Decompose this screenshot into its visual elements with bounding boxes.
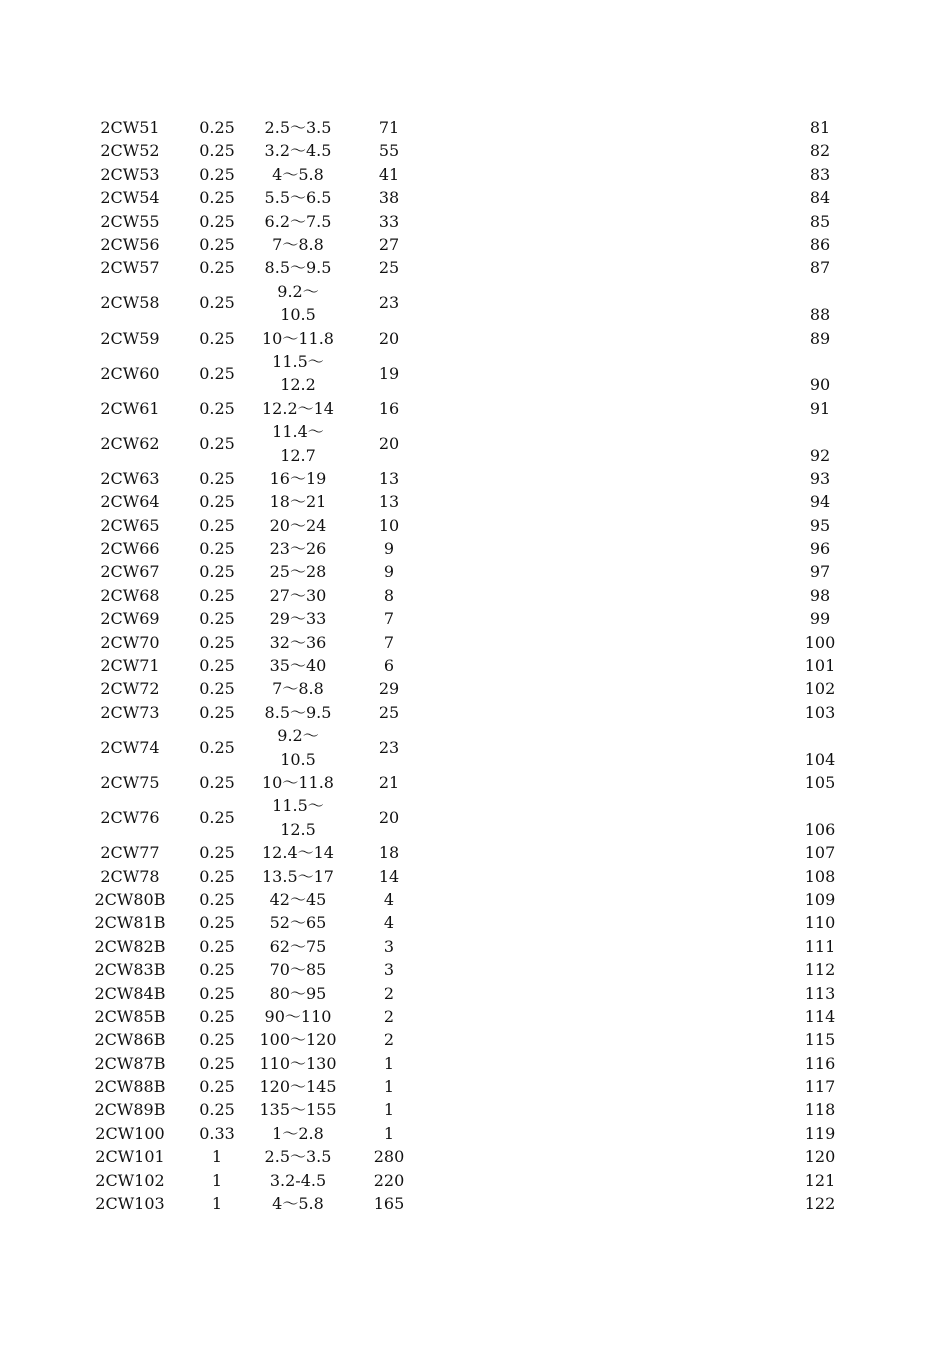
table-row	[0, 911, 950, 934]
voltage-range-cell: 1～2.8	[272, 1123, 324, 1143]
voltage-range-cell: 25～28	[269, 562, 327, 582]
voltage-range-cell: 32～36	[269, 632, 327, 652]
current-cell: 19	[378, 363, 400, 383]
voltage-range-cell: 80～95	[269, 983, 327, 1003]
power-cell: 0.25	[199, 936, 235, 956]
voltage-range-cell: 9.2～ 10.5	[277, 281, 319, 325]
current-cell: 23	[378, 737, 400, 757]
power-cell: 0.25	[199, 702, 235, 722]
table-row	[0, 607, 950, 630]
voltage-range-cell: 10～11.8	[262, 328, 334, 348]
row-index-cell: 119	[804, 1123, 836, 1143]
row-index-cell: 118	[804, 1100, 836, 1120]
row-index-cell: 115	[804, 1030, 836, 1050]
power-cell: 0.25	[199, 211, 235, 231]
current-cell: 220	[373, 1170, 405, 1190]
table-row	[0, 1052, 950, 1075]
model-cell: 2CW103	[95, 1194, 165, 1214]
table-row	[0, 1098, 950, 1121]
power-cell: 0.25	[199, 656, 235, 676]
row-index-cell: 99	[809, 609, 831, 629]
model-cell: 2CW87B	[94, 1053, 166, 1073]
power-cell: 0.25	[199, 258, 235, 278]
model-cell: 2CW82B	[94, 936, 166, 956]
power-cell: 0.25	[199, 293, 235, 313]
voltage-range-cell: 11.5～ 12.5	[272, 796, 324, 839]
current-cell: 25	[378, 258, 400, 278]
model-cell: 2CW51	[100, 118, 160, 137]
power-cell: 0.25	[199, 433, 235, 453]
row-index-cell: 90	[809, 375, 831, 395]
voltage-range-cell: 12.4～14	[262, 843, 334, 863]
model-cell: 2CW72	[100, 679, 160, 699]
table-row	[0, 163, 950, 186]
model-cell: 2CW63	[100, 468, 160, 488]
voltage-range-cell: 35～40	[269, 656, 327, 676]
table-row	[0, 514, 950, 537]
current-cell: 9	[383, 539, 395, 559]
current-cell: 2	[383, 1030, 395, 1050]
voltage-range-cell: 8.5～9.5	[264, 258, 332, 278]
model-cell: 2CW66	[100, 539, 160, 559]
model-cell: 2CW81B	[94, 913, 166, 933]
power-cell: 0.25	[199, 1006, 235, 1026]
table-row	[0, 654, 950, 677]
power-cell: 0.25	[199, 843, 235, 863]
row-index-cell: 85	[809, 211, 831, 231]
current-cell: 6	[383, 656, 395, 676]
voltage-range-cell: 2.5～3.5	[264, 1147, 332, 1167]
row-index-cell: 81	[809, 118, 831, 137]
table-row	[0, 537, 950, 560]
row-index-cell: 107	[804, 843, 836, 863]
voltage-range-cell: 13.5～17	[262, 866, 334, 886]
table-row	[0, 958, 950, 981]
row-index-cell: 113	[804, 983, 836, 1003]
power-cell: 0.25	[199, 1077, 235, 1097]
table-row	[0, 724, 950, 771]
row-index-cell: 111	[804, 936, 836, 956]
power-cell: 0.25	[199, 960, 235, 980]
current-cell: 20	[378, 433, 400, 453]
row-index-cell: 95	[809, 515, 831, 535]
table-row	[0, 631, 950, 654]
row-index-cell: 120	[804, 1147, 836, 1167]
table-row	[0, 584, 950, 607]
table-row	[0, 982, 950, 1005]
model-cell: 2CW70	[100, 632, 160, 652]
row-index-cell: 116	[804, 1053, 836, 1073]
current-cell: 1	[383, 1123, 395, 1143]
voltage-range-cell: 16～19	[269, 468, 327, 488]
current-cell: 4	[383, 913, 395, 933]
model-cell: 2CW77	[100, 843, 160, 863]
table-row	[0, 701, 950, 724]
power-cell: 0.25	[199, 141, 235, 161]
power-cell: 0.25	[199, 585, 235, 605]
current-cell: 25	[378, 702, 400, 722]
power-cell: 0.25	[199, 632, 235, 652]
power-cell: 0.25	[199, 164, 235, 184]
row-index-cell: 122	[804, 1194, 836, 1214]
current-cell: 1	[383, 1053, 395, 1073]
model-cell: 2CW56	[100, 234, 160, 254]
voltage-range-cell: 4～5.8	[272, 164, 324, 184]
current-cell: 2	[383, 983, 395, 1003]
power-cell: 0.25	[199, 609, 235, 629]
voltage-range-cell: 100～120	[259, 1030, 337, 1050]
power-cell: 0.25	[199, 118, 235, 137]
voltage-range-cell: 2.5～3.5	[264, 118, 332, 137]
current-cell: 38	[378, 188, 400, 208]
model-cell: 2CW73	[100, 702, 160, 722]
voltage-range-cell: 7～8.8	[272, 679, 324, 699]
voltage-range-cell: 62～75	[269, 936, 327, 956]
voltage-range-cell: 70～85	[269, 960, 327, 980]
table-row	[0, 1075, 950, 1098]
table-row	[0, 771, 950, 794]
model-cell: 2CW53	[100, 164, 160, 184]
voltage-range-cell: 18～21	[269, 492, 327, 512]
power-cell: 0.25	[199, 515, 235, 535]
voltage-range-cell: 7～8.8	[272, 234, 324, 254]
power-cell: 0.25	[199, 679, 235, 699]
table-row	[0, 467, 950, 490]
current-cell: 10	[378, 515, 400, 535]
model-cell: 2CW61	[100, 398, 160, 418]
row-index-cell: 100	[804, 632, 836, 652]
voltage-range-cell: 3.2～4.5	[264, 141, 332, 161]
model-cell: 2CW52	[100, 141, 160, 161]
row-index-cell: 92	[809, 445, 831, 465]
power-cell: 0.25	[199, 773, 235, 792]
row-index-cell: 106	[804, 819, 836, 839]
table-row	[0, 186, 950, 209]
model-cell: 2CW78	[100, 866, 160, 886]
power-cell: 0.25	[199, 234, 235, 254]
current-cell: 29	[378, 679, 400, 699]
model-cell: 2CW65	[100, 515, 160, 535]
row-index-cell: 121	[804, 1170, 836, 1190]
power-cell: 0.25	[199, 808, 235, 828]
voltage-range-cell: 20～24	[269, 515, 327, 535]
model-cell: 2CW83B	[94, 960, 166, 980]
power-cell: 0.25	[199, 889, 235, 909]
model-cell: 2CW64	[100, 492, 160, 512]
table-row	[0, 935, 950, 958]
power-cell: 1	[211, 1147, 223, 1167]
row-index-cell: 88	[809, 305, 831, 325]
model-cell: 2CW76	[100, 808, 160, 828]
voltage-range-cell: 23～26	[269, 539, 327, 559]
row-index-cell: 87	[809, 258, 831, 278]
voltage-range-cell: 9.2～ 10.5	[277, 726, 319, 769]
power-cell: 0.25	[199, 1100, 235, 1120]
current-cell: 3	[383, 960, 395, 980]
power-cell: 0.25	[199, 913, 235, 933]
current-cell: 55	[378, 141, 400, 161]
current-cell: 165	[373, 1194, 405, 1214]
current-cell: 8	[383, 585, 395, 605]
table-row	[0, 560, 950, 583]
voltage-range-cell: 5.5～6.5	[264, 188, 332, 208]
table-row	[0, 116, 950, 139]
power-cell: 0.33	[199, 1123, 235, 1143]
current-cell: 71	[378, 118, 400, 137]
power-cell: 0.25	[199, 398, 235, 418]
power-cell: 0.25	[199, 363, 235, 383]
table-row	[0, 1122, 950, 1145]
table-row	[0, 350, 950, 397]
voltage-range-cell: 12.2～14	[262, 398, 334, 418]
model-cell: 2CW71	[100, 656, 160, 676]
current-cell: 23	[378, 293, 400, 313]
voltage-range-cell: 52～65	[269, 913, 327, 933]
model-cell: 2CW59	[100, 328, 160, 348]
current-cell: 20	[378, 328, 400, 348]
power-cell: 0.25	[199, 1053, 235, 1073]
row-index-cell: 104	[804, 749, 836, 769]
voltage-range-cell: 42～45	[269, 889, 327, 909]
row-index-cell: 84	[809, 188, 831, 208]
power-cell: 0.25	[199, 1030, 235, 1050]
row-index-cell: 102	[804, 679, 836, 699]
table-row	[0, 677, 950, 700]
row-index-cell: 83	[809, 164, 831, 184]
model-cell: 2CW85B	[94, 1006, 166, 1026]
power-cell: 0.25	[199, 983, 235, 1003]
table-row	[0, 397, 950, 420]
power-cell: 0.25	[199, 562, 235, 582]
row-index-cell: 98	[809, 585, 831, 605]
voltage-range-cell: 6.2～7.5	[264, 211, 332, 231]
row-index-cell: 101	[804, 656, 836, 676]
model-cell: 2CW89B	[94, 1100, 166, 1120]
current-cell: 2	[383, 1006, 395, 1026]
table-row	[0, 888, 950, 911]
model-cell: 2CW58	[100, 293, 160, 313]
power-cell: 0.25	[199, 188, 235, 208]
voltage-range-cell: 4～5.8	[272, 1194, 324, 1214]
voltage-range-cell: 8.5～9.5	[264, 702, 332, 722]
power-cell: 1	[211, 1194, 223, 1214]
model-cell: 2CW84B	[94, 983, 166, 1003]
row-index-cell: 96	[809, 539, 831, 559]
power-cell: 0.25	[199, 737, 235, 757]
model-cell: 2CW80B	[94, 889, 166, 909]
model-cell: 2CW68	[100, 585, 160, 605]
table-row	[0, 1192, 950, 1215]
table-row	[0, 1005, 950, 1028]
table-row	[0, 280, 950, 327]
current-cell: 7	[383, 609, 395, 629]
power-cell: 0.25	[199, 539, 235, 559]
row-index-cell: 82	[809, 141, 831, 161]
row-index-cell: 110	[804, 913, 836, 933]
model-cell: 2CW69	[100, 609, 160, 629]
current-cell: 41	[378, 164, 400, 184]
current-cell: 20	[378, 808, 400, 828]
table-row	[0, 1145, 950, 1168]
voltage-range-cell: 120～145	[259, 1077, 337, 1097]
voltage-range-cell: 110～130	[259, 1053, 337, 1073]
row-index-cell: 103	[804, 702, 836, 722]
current-cell: 13	[378, 492, 400, 512]
model-cell: 2CW55	[100, 211, 160, 231]
row-index-cell: 94	[809, 492, 831, 512]
current-cell: 280	[373, 1147, 405, 1167]
model-cell: 2CW67	[100, 562, 160, 582]
current-cell: 21	[378, 773, 400, 792]
row-index-cell: 114	[804, 1006, 836, 1026]
model-cell: 2CW86B	[94, 1030, 166, 1050]
row-index-cell: 105	[804, 773, 836, 792]
row-index-cell: 89	[809, 328, 831, 348]
model-cell: 2CW54	[100, 188, 160, 208]
voltage-range-cell: 10～11.8	[262, 773, 334, 792]
model-cell: 2CW62	[100, 433, 160, 453]
power-cell: 1	[211, 1170, 223, 1190]
table-row	[0, 1169, 950, 1192]
model-cell: 2CW102	[95, 1170, 165, 1190]
current-cell: 3	[383, 936, 395, 956]
voltage-range-cell: 27～30	[269, 585, 327, 605]
current-cell: 9	[383, 562, 395, 582]
current-cell: 33	[378, 211, 400, 231]
row-index-cell: 97	[809, 562, 831, 582]
row-index-cell: 86	[809, 234, 831, 254]
voltage-range-cell: 11.4～ 12.7	[272, 422, 324, 465]
voltage-range-cell: 3.2-4.5	[269, 1170, 327, 1190]
model-cell: 2CW88B	[94, 1077, 166, 1097]
table-row	[0, 327, 950, 350]
current-cell: 27	[378, 234, 400, 254]
model-cell: 2CW75	[100, 773, 160, 792]
power-cell: 0.25	[199, 468, 235, 488]
power-cell: 0.25	[199, 492, 235, 512]
voltage-range-cell: 29～33	[269, 609, 327, 629]
row-index-cell: 112	[804, 960, 836, 980]
voltage-range-cell: 135～155	[259, 1100, 337, 1120]
table-row	[0, 841, 950, 864]
current-cell: 18	[378, 843, 400, 863]
table-row	[0, 256, 950, 279]
row-index-cell: 93	[809, 468, 831, 488]
voltage-range-cell: 90～110	[264, 1006, 332, 1026]
row-index-cell: 117	[804, 1077, 836, 1097]
model-cell: 2CW74	[100, 737, 160, 757]
row-index-cell: 108	[804, 866, 836, 886]
current-cell: 16	[378, 398, 400, 418]
table-row	[0, 233, 950, 256]
table-row	[0, 794, 950, 841]
model-cell: 2CW101	[95, 1147, 165, 1167]
current-cell: 1	[383, 1100, 395, 1120]
model-cell: 2CW100	[95, 1123, 165, 1143]
model-cell: 2CW60	[100, 363, 160, 383]
table-row	[0, 139, 950, 162]
table-row	[0, 210, 950, 233]
model-cell: 2CW57	[100, 258, 160, 278]
table-row	[0, 865, 950, 888]
table-row	[0, 420, 950, 467]
table-row	[0, 1028, 950, 1051]
voltage-range-cell: 11.5～ 12.2	[272, 351, 324, 395]
current-cell: 14	[378, 866, 400, 886]
row-index-cell: 91	[809, 398, 831, 418]
table-row	[0, 490, 950, 513]
current-cell: 13	[378, 468, 400, 488]
current-cell: 4	[383, 889, 395, 909]
power-cell: 0.25	[199, 866, 235, 886]
power-cell: 0.25	[199, 328, 235, 348]
current-cell: 7	[383, 632, 395, 652]
current-cell: 1	[383, 1077, 395, 1097]
spreadsheet-table	[0, 116, 950, 1215]
row-index-cell: 109	[804, 889, 836, 909]
